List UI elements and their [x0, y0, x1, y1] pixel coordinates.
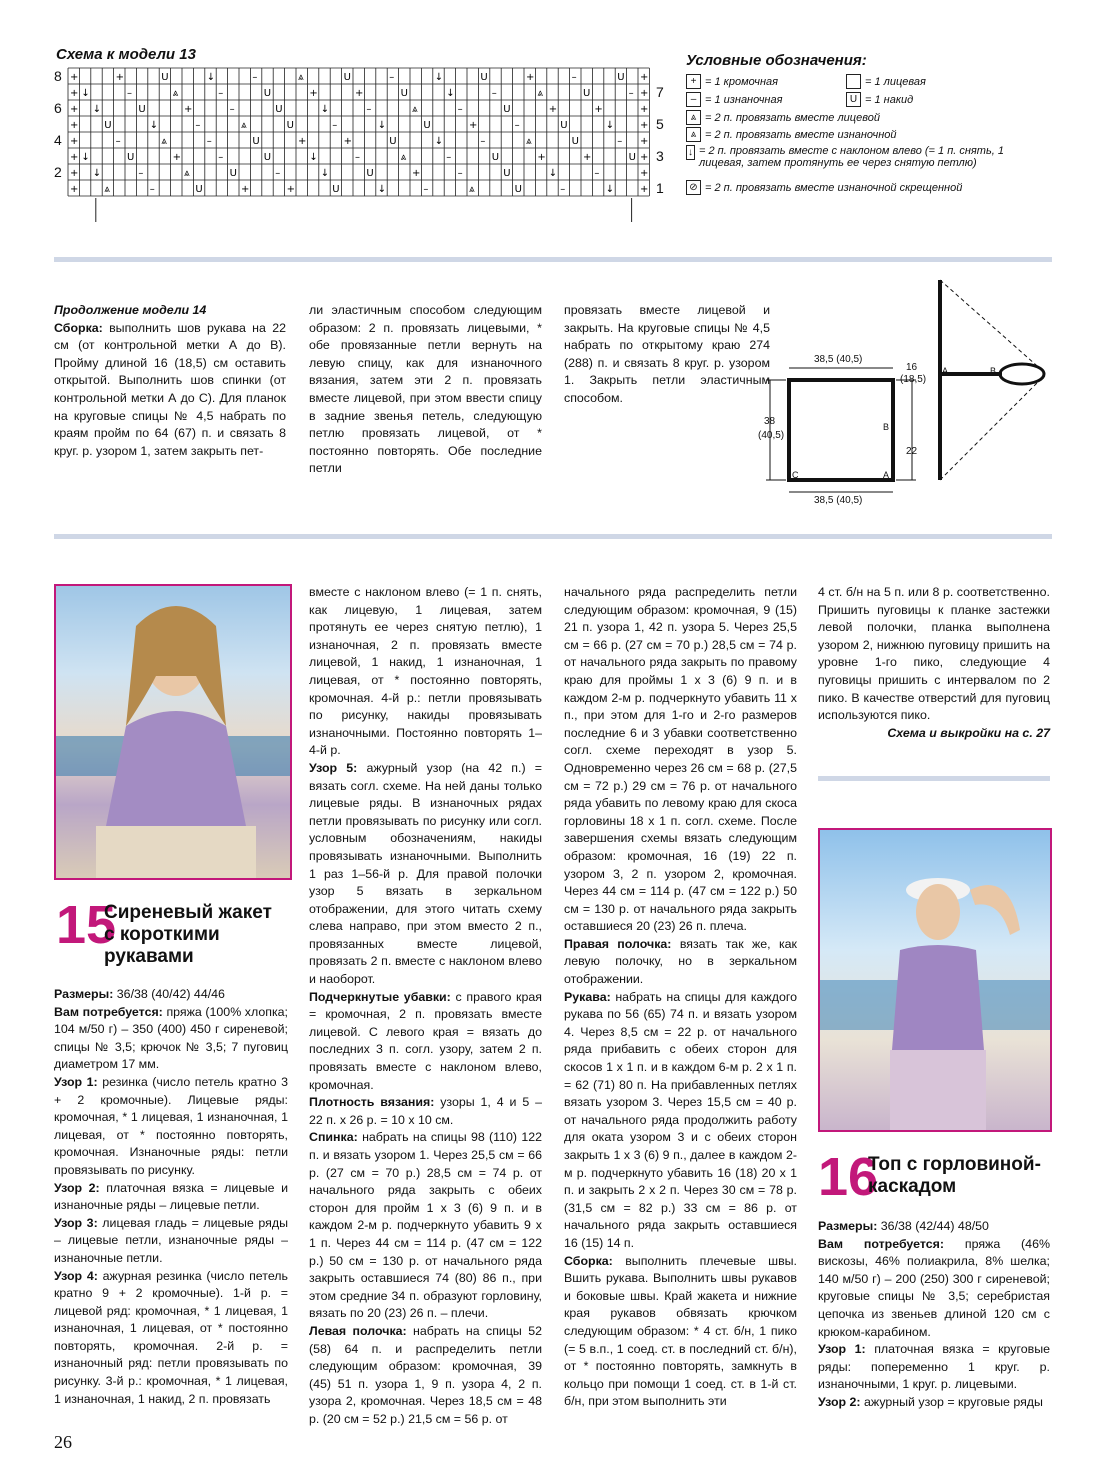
yarn-over-icon: U: [846, 92, 861, 107]
svg-text:–: –: [138, 168, 144, 179]
svg-text:U: U: [560, 120, 568, 131]
pattern-diagram: [756, 272, 1056, 522]
row-num-left-4: 4: [54, 132, 62, 148]
svg-text:–: –: [457, 104, 463, 115]
svg-text:↓: ↓: [434, 72, 444, 83]
separator: [54, 257, 1052, 262]
page-reference: Схема и выкройки на с. 27: [887, 725, 1050, 740]
svg-text:U: U: [343, 72, 351, 83]
svg-text:U: U: [195, 184, 203, 195]
svg-text:U: U: [286, 120, 294, 131]
diagram-left-label2: (40,5): [758, 430, 785, 441]
svg-text:+: +: [640, 136, 649, 147]
svg-text:U: U: [275, 104, 283, 115]
svg-text:U: U: [104, 120, 112, 131]
scheme-title: Схема к модели 13: [56, 46, 196, 63]
svg-text:–: –: [355, 152, 360, 163]
svg-text:↓: ↓: [92, 168, 102, 179]
model14-col3: провязать вместе лицевой и закрыть. На круговые спицы № 4,5 набрать по открытому краю 274 (288) п. и связать 8 круг. р. узором 1. Закрыть петли эластичным способом.: [564, 303, 770, 405]
svg-text:↓: ↓: [320, 168, 330, 179]
legend-item-ssk: ↓ = 2 п. провязать вместе с наклоном влево (= 1 п. снять, 1 лицевая, затем протянуть ее через снятую петлю): [686, 145, 1016, 169]
page-number: 26: [54, 1432, 72, 1452]
svg-text:⩓: ⩓: [241, 120, 247, 131]
model15-col4: 4 ст. б/н на 5 п. или 8 р. соответственно. Пришить пуговицы к планке застежки левой полочки, планка выполнена узором 2, нижнюю пуговицу пришить на уровне 1-го пико, следующие 4 пуговицы пришить с интервалом по 2 пико. В качестве отверстий для пуговиц используются пико. Схема и выкройки на с. 27: [818, 584, 1050, 742]
svg-text:↓: ↓: [605, 120, 615, 131]
svg-text:⩓: ⩓: [469, 184, 475, 195]
svg-text:+: +: [583, 152, 592, 163]
svg-text:+: +: [70, 88, 79, 99]
svg-text:–: –: [594, 168, 600, 179]
row-num-right-5: 5: [656, 116, 664, 132]
svg-text:U: U: [332, 184, 340, 195]
svg-text:U: U: [161, 72, 169, 83]
p2tog-icon: ⩓: [686, 127, 701, 142]
svg-text:U: U: [138, 104, 146, 115]
svg-text:U: U: [263, 152, 272, 163]
model15-photo: [54, 584, 292, 880]
diagram-bottom-label: 38,5 (40,5): [814, 495, 863, 506]
legend-item-edge: + = 1 кромочная: [686, 74, 778, 89]
svg-text:–: –: [628, 88, 634, 99]
svg-text:–: –: [218, 152, 224, 163]
svg-text:–: –: [149, 184, 155, 195]
legend-item-knit: = 1 лицевая: [846, 74, 926, 89]
model14-col1: Продолжение модели 14 Сборка: выполнить шов рукава на 22 см (от контрольной метки А до В). Пройму длиной 16 (18,5) см оставить открытой. Выполнить шов спинки (от контрольной метки А до С). Для планок на круговые спицы № 4,5 набрать по краям пройм по 64 (67) п. и связать 8 круг. р. узором 1, затем закрыть пет-: [54, 303, 286, 458]
svg-text:+: +: [640, 168, 649, 179]
svg-text:⩓: ⩓: [161, 136, 167, 147]
svg-text:⩓: ⩓: [400, 152, 407, 163]
edge-stitch-icon: +: [686, 74, 701, 89]
svg-text:↓: ↓: [434, 136, 444, 147]
svg-text:–: –: [457, 168, 463, 179]
model15-col3: начального ряда распределить петли следующим образом: кромочная, 9 (15) 21 п. узора 1, 42 п. узора 5. Через 25,5 см = 66 р. (27 см = 70 р.) 28,5 см = 74 р. от начального ряда закрыть по правому краю для проймы 1 х 3 (6) 9 п. и в каждом 2-м р. подчеркнуто убавить 11 х п., при этом для 1-го и 2-го размеров последние 6 и 3 убавки соответственно согл. схеме переходят в узор 5. Одновременно через 26 см = 68 р. (27,5 см = 72 р.) 29 см = 76 р. от начального ряда убавить по левому краю для скоса горловины 18 х 1 п. согл. схеме. После завершения схемы вязать следующим образом: кромочная, 16 (19) 22 п. узором 3, 2 п. узором 2, кромочная. Через 44 см = 114 р. (47 см = 122 р.) 50 см = 130 р. от начального ряда закрыть оставшиеся 20 (23) 26 п. плеча. Правая полочка: вязать так же, как левую полочку, но в зеркальном отображении. Рукава: набрать на спицы для каждого рукава по 56 (65) 74 п. и вязать узором 4. Через 8,5 см = 22 р. от начального ряда прибавить с обеих сторон для скосов 1 х 1 п. и в каждом 6-м р. 2 х 1 п. = 62 (71) 80 п. На прибавленных петлях вязать узором 3. Через 15,5 см = 40 р. от начального ряда продолжить работу для оката узором 3 и с обеих сторон закрыть 1 х 3 (6) 9 п., далее в каждом 2-м р. подчеркнуто убавить 16 (18) 20 х 1 п. и закрыть 2 х 2 п. Через 30 см = 78 р. (31,5 см = 82 р.) 33 см = 86 р. от начального ряда закрыть оставшиеся 16 (15) 14 п. Сборка: выполнить плечевые швы. Вшить рукава. Выполнить швы рукавов и боковые швы. Край жакета и нижние края рукавов обвязать крючком следующим образом: * 4 ст. б/н, 1 пико (= 5 в.п., 1 соед. ст. в последний ст. б/н), от * постоянно повторять, замкнуть в кольцо при помощи 1 соед. ст. в 1-й ст. б/н, при этом выполнить эти: [564, 585, 797, 1409]
svg-text:–: –: [275, 168, 281, 179]
svg-text:+: +: [241, 184, 250, 195]
svg-text:U: U: [480, 72, 488, 83]
diagram-right-bottom-label: 22: [906, 446, 918, 457]
diagram-left-label: 38: [764, 416, 776, 427]
svg-text:–: –: [560, 184, 566, 195]
legend-item-yarn-over: U = 1 накид: [846, 92, 913, 107]
svg-text:⩓: ⩓: [172, 88, 179, 99]
svg-text:U: U: [617, 72, 625, 83]
diagram-label-a: A: [883, 470, 890, 480]
svg-text:U: U: [503, 104, 511, 115]
row-num-right-1: 1: [656, 180, 664, 196]
model15-col2: вместе с наклоном влево (= 1 п. снять, как лицевую, 1 лицевая, затем протянуть ее через снятую петлю), 1 изнаночная, 2 п. провязать вместе лицевой, 1 накид, 1 изнаночная, 1 лицевая, от * постоянно повторять, кромочная. 4-й р.: петли провязывать по рисунку, накиды провязывать изнаночными. Постоянно повторять 1–4-й р. Узор 5: ажурный узор (на 42 п.) = вязать согл. схеме. На ней даны только лицевые ряды. В изнаночных рядах петли провязывать по рисунку или согл. условным обозначениям, накиды провязывать изнаночными. Выполнить 1 раз 1–56-й р. Для правой полочки узор 5 вязать в зеркальном отображении, для этого читать схему слева направо, при этом вместо 2 п., провязанных вместе лицевой, провязать 2 п. вместе с наклоном влево и наоборот. Подчеркнутые убавки: с правого края = кромочная, 2 п. провязать вместе лицевой. С левого края = вязать до последних 3 п. согл. узору, затем 2 п. провязать вместе с наклоном влево, кромочная. Плотность вязания: узоры 1, 4 и 5 – 22 п. х 26 р. = 10 х 10 см. Спинка: набрать на спицы 98 (110) 122 п. и вязать узором 1. Через 25,5 см = 66 р. (27 см = 70 р.) 28,5 см = 74 р. от начального ряда закрыть с обеих сторон для пройм 1 х 3 (6) 9 п. и в каждом 2-м р. подчеркнуто убавить 9 х 1 п. Через 44 см = 114 р. (47 см = 122 р.) 50 см = 130 р. от начального ряда закрыть оставшиеся 74 (80) 86 п., при этом средние 34 п. образуют горловину, вязать по 20 (23) 26 п. – плечи. Левая полочка: набрать на спицы 52 (58) 64 п. и распределить петли следующим образом: кромочная, 39 (45) 51 п. узора 1, 9 п. узора 4, 2 п. узора 2, кромочная. Через 18,5 см = 48 р. (20 см = 52 р.) 21,5 см = 56 р. от: [309, 585, 542, 1426]
woman-jacket-image: [56, 586, 290, 878]
svg-text:–: –: [115, 136, 121, 147]
svg-text:↓: ↓: [446, 88, 455, 99]
svg-text:U: U: [389, 136, 397, 147]
svg-text:⩓: ⩓: [526, 136, 532, 147]
svg-text:+: +: [594, 104, 603, 115]
svg-text:–: –: [423, 184, 429, 195]
svg-text:⩓: ⩓: [412, 104, 418, 115]
diagram-label-a2: A: [942, 366, 949, 376]
model15-col1: Размеры: 36/38 (40/42) 44/46 Вам потребуется: пряжа (100% хлопка; 104 м/50 г) – 350 (400) 450 г сиреневой; спицы № 3,5; крючок № 3,5; 7 пуговиц диаметром 17 мм. Узор 1: резинка (число петель кратно 3 + 2 кромочные). Лицевые ряды: кромочная, * 1 лицевая, 1 изнаночная, 1 лицевая, от * постоянно повторять, кромочная. Изнаночные ряды: петли провязывать по рисунку. Узор 2: платочная вязка = лицевые и изнаночные ряды – лицевые петли. Узор 3: лицевая гладь = лицевые ряды – лицевые петли, изнаночные ряды – изнаночные петли. Узор 4: ажурная резинка (число петель кратно 9 + 2 кромочные). 1-й р. = лицевой ряд: кромочная, * 1 лицевая, 1 изнаночная, 1 лицевая, от * постоянно повторять, кромочная. 2-й р. = изнаночный ряд: петли провязывать по рисунку. 3-й р.: кромочная, * 1 лицевая, 1 изнаночная, 1 накид, 2 п. провязать: [54, 987, 289, 1406]
model15-title-line2: с короткими: [104, 924, 220, 945]
svg-text:↓: ↓: [377, 120, 387, 131]
svg-text:–: –: [491, 88, 497, 99]
purl-stitch-icon: –: [686, 92, 701, 107]
svg-text:U: U: [127, 152, 135, 163]
diagram-top-label: 38,5 (40,5): [814, 354, 863, 365]
svg-text:–: –: [480, 136, 486, 147]
diagram-right-top-label2: (18,5): [900, 374, 927, 385]
svg-text:U: U: [263, 88, 272, 99]
model16-photo: [818, 828, 1052, 1132]
row-num-left-8: 8: [54, 68, 62, 84]
svg-text:+: +: [640, 104, 649, 115]
svg-text:+: +: [640, 152, 649, 163]
legend-item-purl: – = 1 изнаночная: [686, 92, 782, 107]
svg-text:–: –: [195, 120, 201, 131]
row-num-right-7: 7: [656, 84, 664, 100]
svg-text:+: +: [640, 88, 649, 99]
svg-text:–: –: [127, 88, 132, 99]
svg-text:+: +: [298, 136, 307, 147]
model15-title-line3: рукавами: [104, 946, 194, 967]
svg-text:–: –: [218, 88, 224, 99]
svg-text:–: –: [389, 72, 395, 83]
svg-text:U: U: [491, 152, 500, 163]
svg-text:↓: ↓: [206, 72, 216, 83]
model16-number: 16: [818, 1147, 879, 1207]
svg-text:↓: ↓: [605, 184, 615, 195]
model15-title-line1: Сиреневый жакет: [104, 902, 272, 923]
svg-text:–: –: [617, 136, 623, 147]
svg-text:U: U: [252, 136, 260, 147]
svg-text:+: +: [548, 104, 558, 115]
svg-text:U: U: [400, 88, 408, 99]
k2tog-icon: ⩓: [686, 110, 701, 125]
diagram-label-b: B: [883, 422, 890, 432]
svg-text:U: U: [229, 168, 237, 179]
svg-text:↓: ↓: [309, 152, 318, 163]
model14-col2: ли эластичным способом следующим образом: 2 п. провязать лицевыми, * обе провязанные петли вернуть на левую спицу, как для изнаночного вязания, затем эти 2 п. провязать вместе лицевой, при этом ввести спицу в задние звенья петель, следующую петлю провязать лицевой, от * постоянно повторять. Обе последние петли: [309, 303, 542, 476]
svg-text:↓: ↓: [548, 168, 558, 179]
svg-text:+: +: [526, 72, 535, 83]
svg-text:–: –: [332, 120, 338, 131]
svg-text:⩓: ⩓: [184, 168, 190, 179]
diagram-right-top-label: 16: [906, 362, 918, 373]
svg-text:↓: ↓: [92, 104, 102, 115]
model16-col: Размеры: 36/38 (42/44) 48/50 Вам потребуется: пряжа (46% вискозы, 46% полиакрила, 8% шелка; 140 м/50 г) – 200 (250) 300 г сиреневой; круговые спицы № 3,5; серебристая цепочка из звеньев длиной 120 см с крюком-карабином. Узор 1: платочная вязка = круговые ряды: попеременно 1 круг. р. изнаночными, 1 круг. р. лицевыми. Узор 2: ажурный узор = круговые ряды: [818, 1219, 1050, 1409]
svg-text:–: –: [571, 72, 577, 83]
svg-text:+: +: [412, 168, 421, 179]
svg-text:+: +: [70, 152, 79, 163]
knitting-chart: [54, 66, 684, 226]
svg-text:–: –: [366, 104, 372, 115]
svg-text:–: –: [446, 152, 452, 163]
svg-text:↓: ↓: [320, 104, 330, 115]
svg-text:+: +: [343, 136, 352, 147]
diagram-label-b2: B: [990, 366, 997, 376]
svg-text:–: –: [206, 136, 212, 147]
svg-text:↓: ↓: [149, 120, 159, 131]
arrow-down-icon: ↓: [686, 145, 695, 160]
svg-text:–: –: [229, 104, 235, 115]
svg-text:U: U: [514, 184, 522, 195]
svg-text:+: +: [640, 120, 649, 131]
legend-item-p2tog: ⩓ = 2 п. провязать вместе изнаночной: [686, 127, 897, 142]
p2tog-tbl-icon: ⊘: [686, 180, 701, 195]
separator: [54, 534, 1052, 539]
svg-text:+: +: [537, 152, 546, 163]
model16-title-line1: Топ с горловиной-: [868, 1154, 1041, 1175]
svg-text:↓: ↓: [377, 184, 387, 195]
svg-text:+: +: [469, 120, 478, 131]
svg-text:+: +: [309, 88, 318, 99]
svg-text:U: U: [583, 88, 591, 99]
legend-item-k2tog: ⩓ = 2 п. провязать вместе лицевой: [686, 110, 880, 125]
model16-title-line2: каскадом: [868, 1176, 957, 1197]
legend-title: Условные обозначения:: [686, 52, 867, 69]
svg-text:+: +: [70, 184, 79, 195]
svg-text:⩓: ⩓: [537, 88, 544, 99]
svg-text:+: +: [70, 120, 79, 131]
svg-text:↓: ↓: [81, 88, 90, 99]
svg-text:⩓: ⩓: [298, 72, 304, 83]
svg-text:+: +: [640, 72, 649, 83]
legend-item-p2tog-tbl: ⊘ = 2 п. провязать вместе изнаночной скрещенной: [686, 180, 962, 195]
svg-text:–: –: [252, 72, 258, 83]
svg-text:U: U: [423, 120, 431, 131]
svg-text:+: +: [70, 168, 79, 179]
svg-text:⩓: ⩓: [104, 184, 110, 195]
svg-text:+: +: [70, 72, 79, 83]
row-num-right-3: 3: [656, 148, 664, 164]
separator: [818, 776, 1050, 781]
svg-text:+: +: [184, 104, 193, 115]
svg-text:+: +: [115, 72, 124, 83]
svg-text:+: +: [172, 152, 181, 163]
knit-stitch-icon: [846, 74, 861, 89]
svg-text:+: +: [70, 136, 79, 147]
woman-top-image: [820, 830, 1050, 1130]
svg-text:U: U: [503, 168, 511, 179]
svg-text:–: –: [514, 120, 520, 131]
svg-text:+: +: [355, 88, 364, 99]
svg-text:U: U: [571, 136, 579, 147]
svg-text:↓: ↓: [81, 152, 90, 163]
row-num-left-2: 2: [54, 164, 62, 180]
svg-text:U: U: [628, 152, 636, 163]
svg-text:+: +: [286, 184, 295, 195]
svg-text:U: U: [366, 168, 374, 179]
diagram-label-c: C: [792, 470, 799, 480]
svg-text:+: +: [640, 184, 649, 195]
model15-number: 15: [56, 895, 117, 955]
svg-text:+: +: [70, 104, 79, 115]
row-num-left-6: 6: [54, 100, 62, 116]
